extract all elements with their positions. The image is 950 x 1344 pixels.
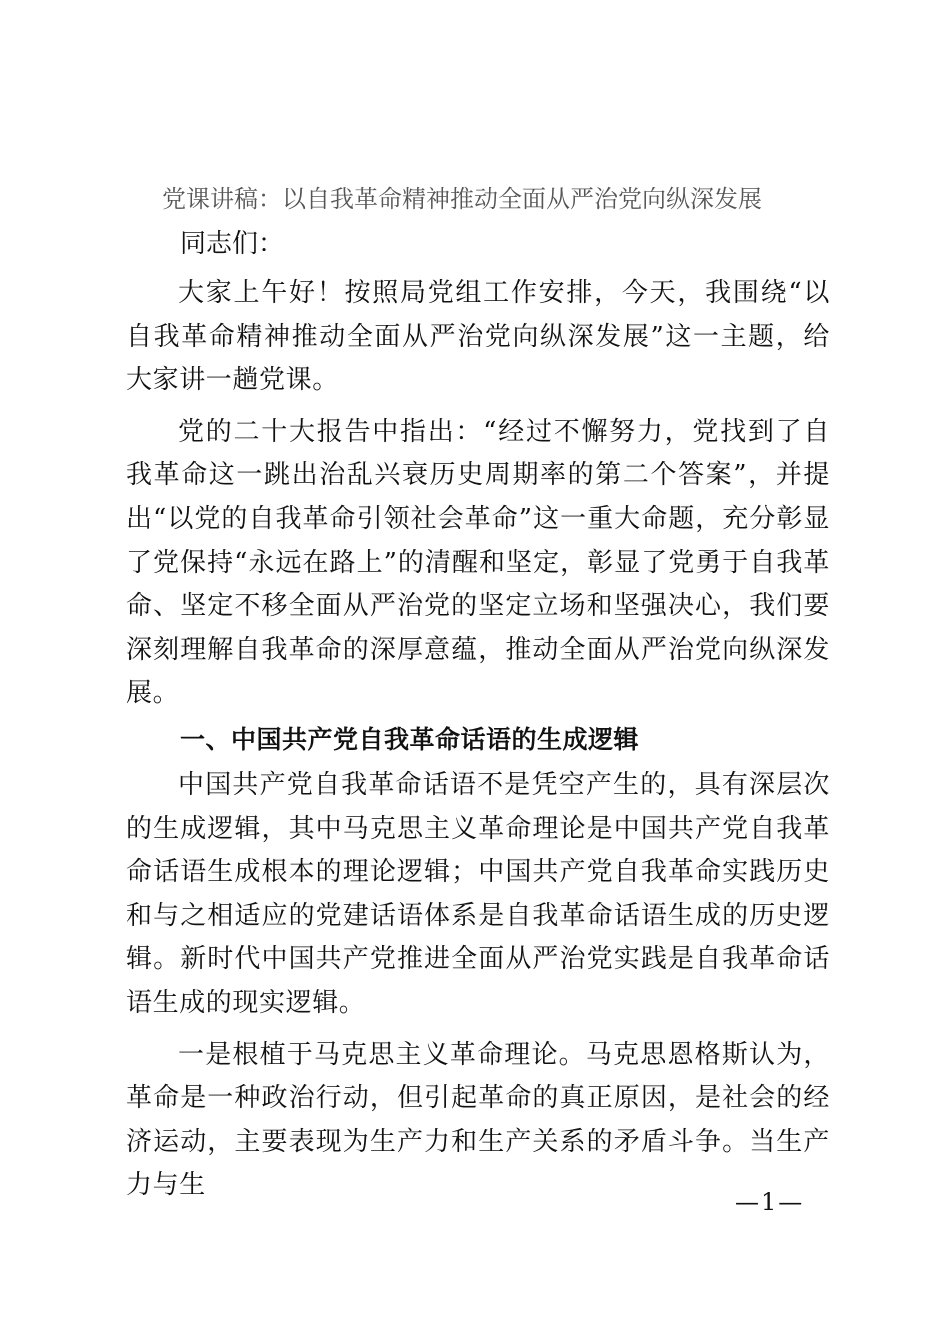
- document-title: 党课讲稿：以自我革命精神推动全面从严治党向纵深发展: [162, 185, 762, 213]
- paragraph-generation-logic: 中国共产党自我革命话语不是凭空产生的，具有深层次的生成逻辑，其中马克思主义革命理论是中国共产党自我革命话语生成根本的理论逻辑；中国共产党自我革命实践历史和与之相适应的党建话语体系是自我革命话语生成的历史逻辑。新时代中国共产党推进全面从严治党实践是自我革命话语生成的现实逻辑。: [126, 769, 830, 1018]
- section-heading: 一、中国共产党自我革命话语的生成逻辑: [180, 724, 640, 754]
- salutation: 同志们：: [180, 229, 285, 259]
- page-number: —1—: [735, 1188, 805, 1216]
- paragraph-marxist-theory: 一是根植于马克思主义革命理论。马克思恩格斯认为，革命是一种政治行动，但引起革命的真正原因，是社会的经济运动，主要表现为生产力和生产关系的矛盾斗争。当生产力与生: [126, 1039, 830, 1201]
- paragraph-report-quote: 党的二十大报告中指出：“经过不懈努力，党找到了自我革命这一跳出治乱兴衰历史周期率的第二个答案”，并提出“以党的自我革命引领社会革命”这一重大命题，充分彰显了党保持“永远在路上”的清醒和坚定，彰显了党勇于自我革命、坚定不移全面从严治党的坚定立场和坚强决心，我们要深刻理解自我革命的深厚意蕴，推动全面从严治党向纵深发展。: [126, 416, 830, 709]
- paragraph-greeting: 大家上午好！按照局党组工作安排，今天，我围绕“以自我革命精神推动全面从严治党向纵深发展”这一主题，给大家讲一趟党课。: [126, 278, 830, 396]
- document-body: [126, 178, 830, 1208]
